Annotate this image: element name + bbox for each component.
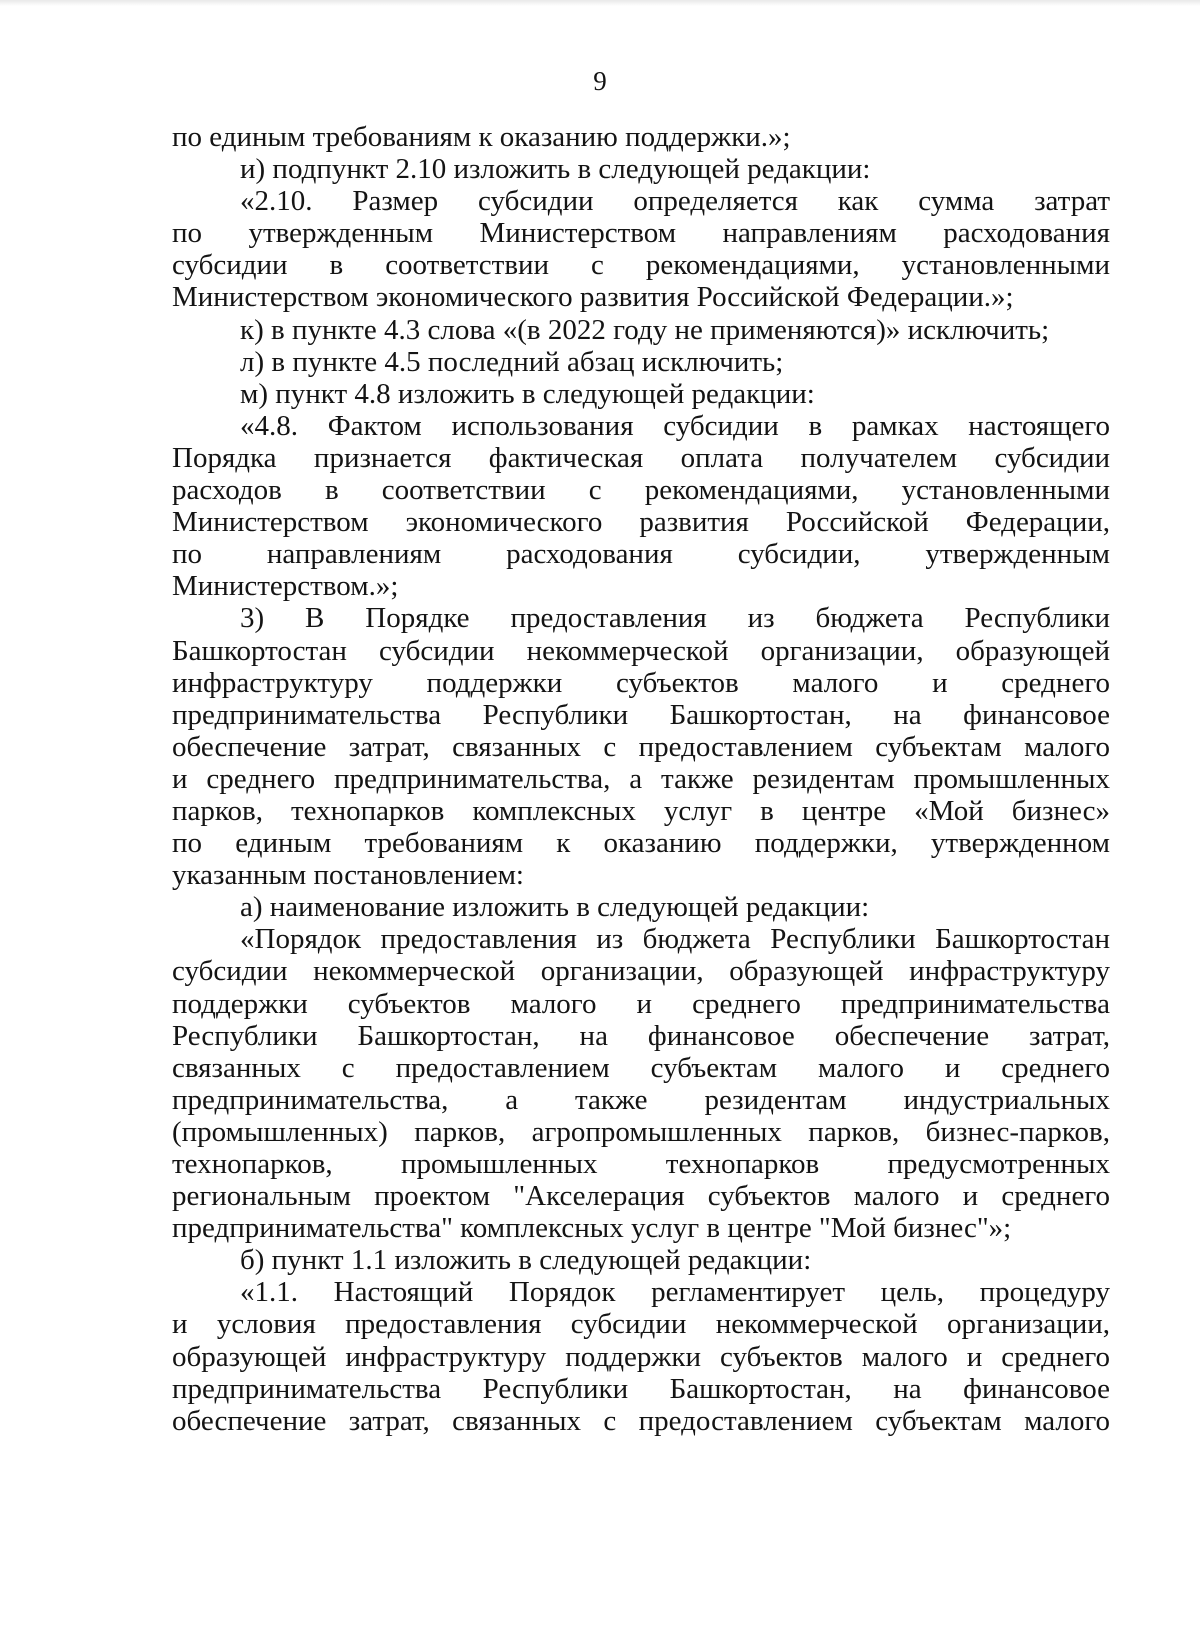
text-line: предпринимательства, а также резидентам индустриальных [172, 1083, 1110, 1116]
text-line: к) в пункте 4.3 слова «(в 2022 году не применяются)» исключить; [240, 313, 1050, 346]
text-line: и среднего предпринимательства, а также резидентам промышленных [172, 762, 1110, 795]
text-line: образующей инфраструктуру поддержки субъектов малого и среднего [172, 1340, 1110, 1373]
text-line: поддержки субъектов малого и среднего предпринимательства [172, 987, 1110, 1020]
text-line: по направлениям расходования субсидии, утвержденным [172, 538, 1110, 571]
text-line: «2.10. Размер субсидии определяется как сумма затрат [240, 185, 1110, 218]
text-line: 3) В Порядке предоставления из бюджета Республики [240, 602, 1110, 635]
text-line: Министерством экономического развития Российской Федерации, [172, 506, 1110, 539]
text-line: и) подпункт 2.10 изложить в следующей редакции: [240, 153, 871, 186]
text-line: предпринимательства Республики Башкортостан, на финансовое [172, 698, 1110, 731]
document-body-text [172, 121, 1110, 1437]
text-line: по единым требованиям к оказанию поддержки, утвержденном [172, 827, 1110, 860]
text-line: расходов в соответствии с рекомендациями, установленными [172, 474, 1110, 507]
text-line: указанным постановлением: [172, 859, 524, 892]
text-line: региональным проектом "Акселерация субъектов малого и среднего [172, 1180, 1110, 1213]
scan-edge-shadow [0, 0, 1200, 6]
text-line: м) пункт 4.8 изложить в следующей редакции: [240, 377, 815, 410]
text-line: Порядка признается фактическая оплата получателем субсидии [172, 441, 1110, 474]
text-line: предпринимательства" комплексных услуг в центре "Мой бизнес"»; [172, 1212, 1012, 1245]
text-line: Республики Башкортостан, на финансовое обеспечение затрат, [172, 1019, 1110, 1052]
text-line: л) в пункте 4.5 последний абзац исключить; [240, 345, 784, 378]
text-line: (промышленных) парков, агропромышленных парков, бизнес-парков, [172, 1115, 1110, 1148]
text-line: по утвержденным Министерством направлениям расходования [172, 217, 1110, 250]
text-line: «4.8. Фактом использования субсидии в рамках настоящего [240, 409, 1110, 442]
text-line: обеспечение затрат, связанных с предоставлением субъектам малого [172, 1404, 1110, 1437]
text-line: обеспечение затрат, связанных с предоставлением субъектам малого [172, 730, 1110, 763]
text-line: связанных с предоставлением субъектам малого и среднего [172, 1051, 1110, 1084]
text-line: б) пункт 1.1 изложить в следующей редакции: [240, 1244, 812, 1277]
text-line: и условия предоставления субсидии некоммерческой организации, [172, 1308, 1110, 1341]
text-line: предпринимательства Республики Башкортостан, на финансовое [172, 1372, 1110, 1405]
page-number: 9 [593, 66, 607, 96]
text-line: а) наименование изложить в следующей редакции: [240, 891, 870, 924]
text-line: инфраструктуру поддержки субъектов малого и среднего [172, 666, 1110, 699]
text-line: субсидии некоммерческой организации, образующей инфраструктуру [172, 955, 1110, 988]
text-line: Башкортостан субсидии некоммерческой организации, образующей [172, 634, 1110, 667]
text-line: Министерством.»; [172, 570, 399, 603]
text-line: технопарков, промышленных технопарков предусмотренных [172, 1148, 1110, 1180]
text-line: субсидии в соответствии с рекомендациями, установленными [172, 249, 1110, 282]
text-line: «1.1. Настоящий Порядок регламентирует цель, процедуру [240, 1276, 1110, 1309]
text-line: парков, технопарков комплексных услуг в центре «Мой бизнес» [172, 794, 1110, 827]
text-line: Министерством экономического развития Российской Федерации.»; [172, 281, 1014, 314]
text-line: по единым требованиям к оказанию поддержки.»; [172, 121, 791, 153]
text-line: «Порядок предоставления из бюджета Республики Башкортостан [240, 923, 1110, 956]
